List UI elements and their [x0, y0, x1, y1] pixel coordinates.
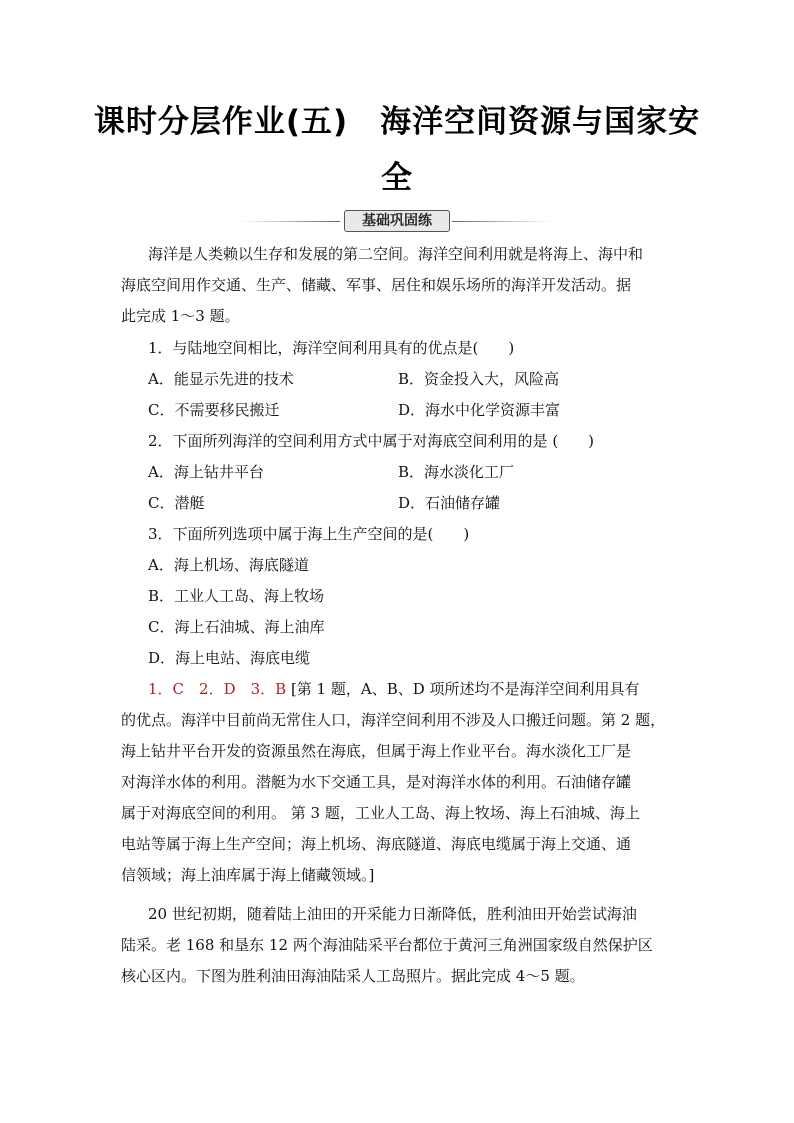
- question-1-option-c: C．不需要移民搬迁: [148, 401, 280, 419]
- question-2-option-d: D．石油储存罐: [398, 494, 501, 512]
- explanation-line: 海上钻井平台开发的资源虽然在海底，但属于海上作业平台。海水淡化工厂是: [121, 742, 632, 760]
- question-1-option-a: A．能显示先进的技术: [148, 370, 294, 388]
- question-1-option-d: D．海水中化学资源丰富: [398, 401, 561, 419]
- explanation-line: 信领域；海上油库属于海上储藏领域。]: [121, 866, 375, 884]
- intro2-paragraph-line: 核心区内。下图为胜利油田海油陆采人工岛照片。据此完成 4～5 题。: [121, 967, 585, 985]
- answer-explanation-line: [148, 679, 640, 699]
- question-2-option-c: C．潜艇: [148, 494, 205, 512]
- intro2-paragraph-line: 20 世纪初期，随着陆上油田的开采能力日渐降低，胜利油田开始尝试海油: [148, 905, 637, 923]
- page-title-line-1: 课时分层作业(五) 海洋空间资源与国家安: [93, 104, 701, 140]
- banner-left-rule: [240, 221, 340, 222]
- question-3-option-d: D．海上电站、海底电缆: [148, 649, 311, 667]
- intro-paragraph-line: 此完成 1～3 题。: [121, 307, 240, 325]
- section-banner: [240, 210, 552, 232]
- question-2-stem: 2．下面所列海洋的空间利用方式中属于对海底空间利用的是 ( ): [148, 432, 595, 450]
- question-1-option-b: B．资金投入大，风险高: [398, 370, 560, 388]
- intro2-paragraph-line: 陆采。老 168 和垦东 12 两个海油陆采平台都位于黄河三角洲国家级自然保护区: [121, 936, 653, 954]
- question-3-option-a: A．海上机场、海底隧道: [148, 556, 309, 574]
- answer-key: 1．C 2．D 3．B: [148, 680, 287, 698]
- question-3-option-c: C．海上石油城、海上油库: [148, 618, 325, 636]
- explanation-text: [第 1 题，A、B、D 项所述均不是海洋空间利用具有: [286, 680, 640, 698]
- page-title-line-2: 全: [381, 160, 413, 196]
- banner-right-rule: [452, 221, 552, 222]
- question-2-option-b: B．海水淡化工厂: [398, 463, 515, 481]
- intro-paragraph-line: 海底空间用作交通、生产、储藏、军事、居住和娱乐场所的海洋开发活动。据: [121, 276, 632, 294]
- question-2-option-a: A．海上钻井平台: [148, 463, 264, 481]
- question-1-stem: 1．与陆地空间相比，海洋空间利用具有的优点是( ): [148, 339, 515, 357]
- question-3-stem: 3．下面所列选项中属于海上生产空间的是( ): [148, 525, 470, 543]
- question-3-option-b: B．工业人工岛、海上牧场: [148, 587, 325, 605]
- explanation-line: 的优点。海洋中目前尚无常住人口，海洋空间利用不涉及人口搬迁问题。第 2 题，: [121, 711, 666, 729]
- explanation-line: 对海洋水体的利用。潜艇为水下交通工具，是对海洋水体的利用。石油储存罐: [121, 773, 632, 791]
- explanation-line: 电站等属于海上生产空间；海上机场、海底隧道、海底电缆属于海上交通、通: [121, 835, 632, 853]
- section-banner-label: 基础巩固练: [344, 210, 450, 232]
- intro-paragraph-line: 海洋是人类赖以生存和发展的第二空间。海洋空间利用就是将海上、海中和: [148, 245, 644, 263]
- explanation-line: 属于对海底空间的利用。 第 3 题，工业人工岛、海上牧场、海上石油城、海上: [121, 804, 640, 822]
